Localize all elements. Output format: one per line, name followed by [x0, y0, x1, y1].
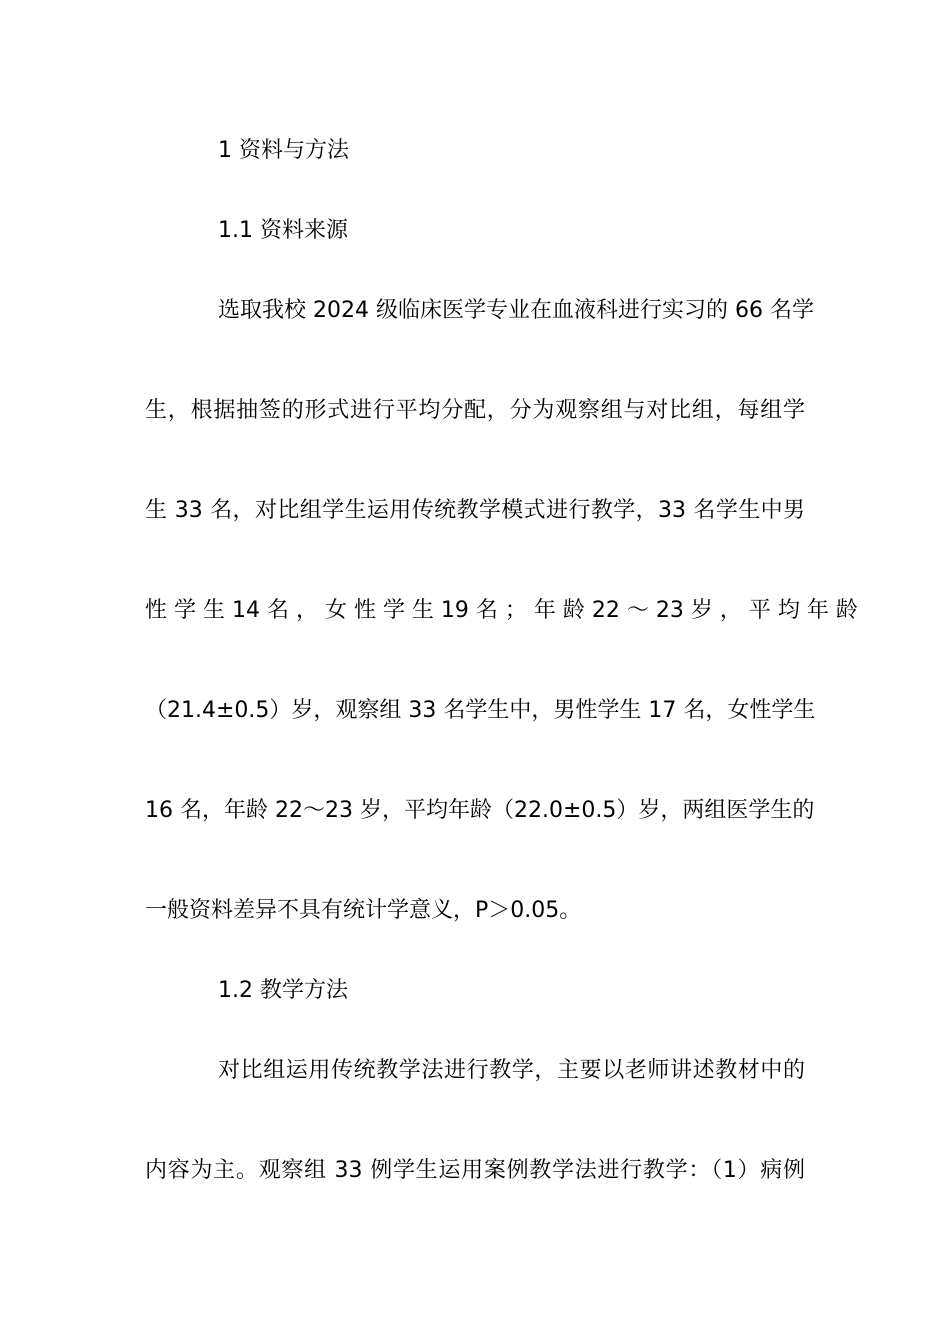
paragraph-2-line-1: 对比组运用传统教学法进行教学，主要以老师讲述教材中的	[218, 1058, 805, 1083]
paragraph-1-line-1: 选取我校 2024 级临床医学专业在血液科进行实习的 66 名学	[218, 298, 814, 323]
paragraph-1-line-7: 一般资料差异不具有统计学意义，P＞0.05。	[145, 898, 582, 923]
paragraph-1-line-2: 生，根据抽签的形式进行平均分配，分为观察组与对比组，每组学	[145, 398, 805, 423]
section-1-2-heading: 1.2 教学方法	[218, 978, 348, 1003]
section-1-heading: 1 资料与方法	[218, 138, 349, 163]
paragraph-1-line-5: （21.4±0.5）岁，观察组 33 名学生中，男性学生 17 名，女性学生	[145, 698, 816, 723]
paragraph-2-line-2: 内容为主。观察组 33 例学生运用案例教学法进行教学：（1）病例	[145, 1158, 805, 1183]
section-1-1-heading: 1.1 资料来源	[218, 218, 348, 243]
paragraph-1-line-6: 16 名，年龄 22～23 岁，平均年龄（22.0±0.5）岁，两组医学生的	[145, 798, 815, 823]
paragraph-1-line-3: 生 33 名，对比组学生运用传统教学模式进行教学，33 名学生中男	[145, 498, 805, 523]
paragraph-1-line-4: 性 学 生 14 名 ， 女 性 学 生 19 名 ； 年 龄 22 ～ 23 岁 ， 平 均 年 龄	[145, 598, 858, 623]
